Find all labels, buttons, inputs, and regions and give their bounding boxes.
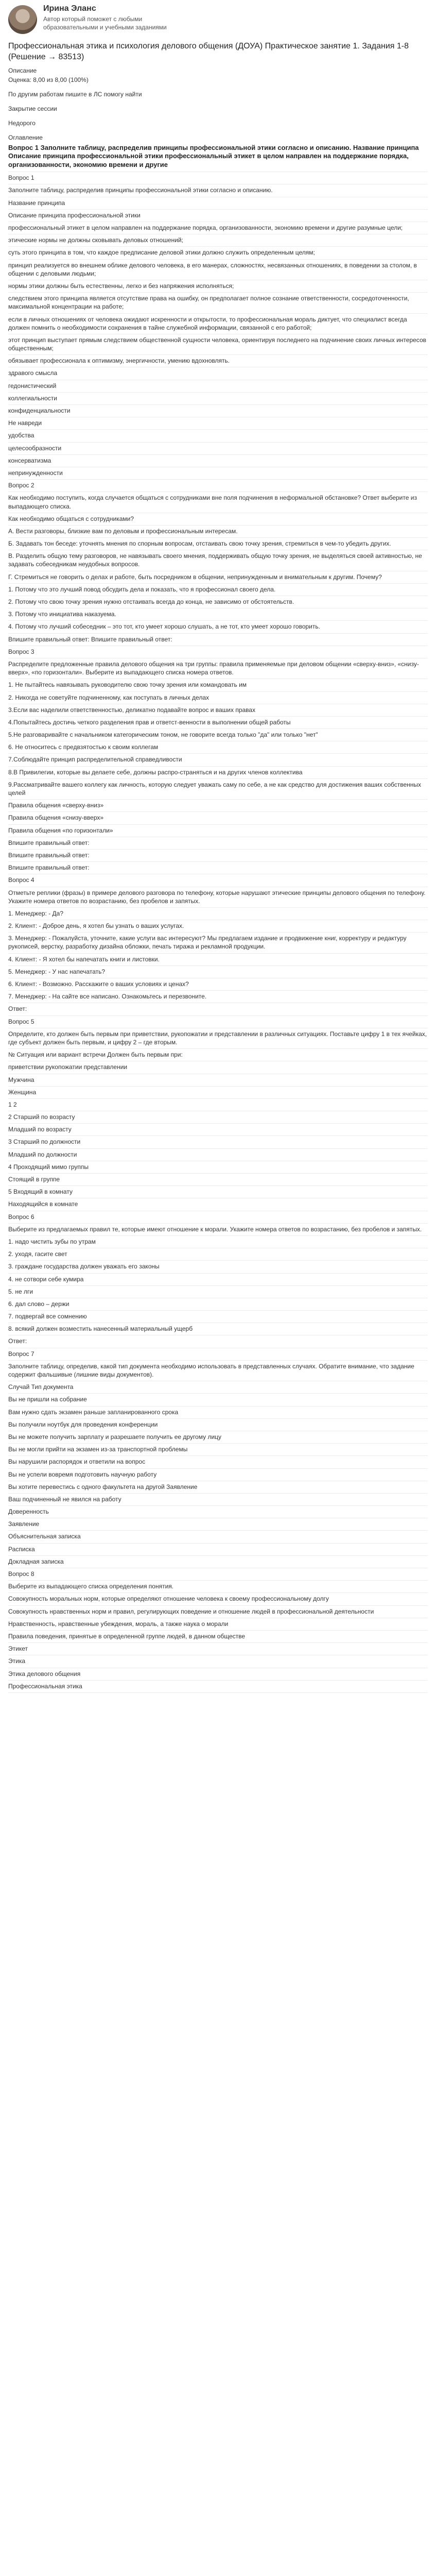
content-line: Расписка: [8, 1544, 428, 1556]
content-line: 2 Старший по возрасту: [8, 1111, 428, 1124]
content-line: удобства: [8, 430, 428, 442]
content-line: Ответ:: [8, 1003, 428, 1015]
content-line: Вопрос 6: [8, 1211, 428, 1224]
content-line: 1 2: [8, 1099, 428, 1111]
content-line: принцип реализуется во внешнем облике делового человека, в его манерах, сложностях, несвязанных отношениях, в поведении за столом, в общении с деловыми людьми;: [8, 260, 428, 280]
content-line: Совокупность моральных норм, которые определяют отношение человека к своему профессиональному долгу: [8, 1593, 428, 1605]
content-line: Вы хотите перевестись с одного факультета на другой Заявление: [8, 1481, 428, 1494]
meta-cheap: Недорого: [8, 119, 36, 127]
content-line: 4. Потому что лучший собеседник – это тот, кто умеет хорошо слушать, а не тот, кто умеет хорошо говорить.: [8, 621, 428, 633]
content-line: Вопрос 3: [8, 646, 428, 658]
content-line: Выберите из предлагаемых правил те, которые имеют отношение к морали. Укажите номера ответов по возрастанию, без пробелов и запятых.: [8, 1224, 428, 1236]
content-line: целесообразности: [8, 443, 428, 455]
content-line: непринужденности: [8, 467, 428, 480]
content-line: Ваш подчиненный не явился на работу: [8, 1494, 428, 1506]
content-line: Вы получили ноутбук для проведения конференции: [8, 1419, 428, 1431]
content-line: Выберите из выпадающего списка определения понятия.: [8, 1581, 428, 1593]
content-line: 5. не лги: [8, 1286, 428, 1298]
work-meta: [8, 66, 428, 142]
content-line: Вы не пришли на собрание: [8, 1394, 428, 1406]
content-line: Этика делового общения: [8, 1668, 428, 1681]
content-line: 4.Попытайтесь достичь четкого разделения прав и ответст-венности в выполнении общей работы: [8, 717, 428, 729]
task-content: [8, 142, 428, 1693]
content-line: нормы этики должны быть естественны, легко и без напряжения исполняться;: [8, 280, 428, 293]
content-line: А. Вести разговоры, близкие вам по деловым и профессиональным интересам.: [8, 526, 428, 538]
content-line: суть этого принципа в том, что каждое предписание деловой этики должно служить определенным целям;: [8, 247, 428, 259]
author-name-link[interactable]: Ирина Эланс: [43, 4, 96, 13]
content-line: Вопрос 5: [8, 1016, 428, 1028]
content-line: 1. Не пытайтесь навязывать руководителю свою точку зрения или командовать им: [8, 679, 428, 691]
content-line: 2. Никогда не советуйте подчиненному, как поступать в личных делах: [8, 692, 428, 704]
content-line: Совокупность нравственных норм и правил, регулирующих поведение и отношение людей в профессиональной деятельности: [8, 1606, 428, 1618]
content-line: 8. всякий должен возместить нанесенный материальный ущерб: [8, 1323, 428, 1335]
content-line: Стоящий в группе: [8, 1174, 428, 1186]
content-line: профессиональный этикет в целом направлен на поддержание порядка, организованности, экономию времени и другие разумные цели;: [8, 222, 428, 234]
author-description: Автор который поможет с любыми образовательными и учебными заданиями: [43, 15, 167, 31]
content-line: 7.Соблюдайте принцип распределительной справедливости: [8, 754, 428, 766]
content-line: № Ситуация или вариант встречи Должен быть первым при:: [8, 1049, 428, 1061]
content-line: 7. подвергай все сомнению: [8, 1311, 428, 1323]
content-line: Вам нужно сдать экзамен раньше запланированного срока: [8, 1406, 428, 1419]
content-line: Как необходимо поступить, когда случается общаться с сотрудниками вне поля подчинения в неформальной обстановке? Ответ выберите из выпадающего списка.: [8, 492, 428, 513]
content-line: Младший по возрасту: [8, 1124, 428, 1136]
content-line: 1. Менеджер: - Да?: [8, 908, 428, 920]
content-line: Женщина: [8, 1087, 428, 1099]
content-line: Б. Задавать тон беседе: уточнять мнения по спорным вопросам, отстаивать свою точку зрения, стремиться в чем-то убедить других.: [8, 538, 428, 550]
content-line: 6. Не относитесь с предвзятостью к своим коллегам: [8, 741, 428, 754]
content-line: этот принцип выступает прямым следствием общественной сущности человека, ориентируя последнего на подчинение своих личных интересов общественным;: [8, 334, 428, 355]
content-line: 1. Потому что это лучший повод обсудить дела и показать, что я профессионал своего дела.: [8, 584, 428, 596]
content-line: Определите, кто должен быть первым при приветствии, рукопожатии и представлении в различных ситуациях. Поставьте цифру 1 в тех ячейках, где субъект должен быть первым, и цифру 2 – где вторым.: [8, 1028, 428, 1049]
content-line: Правила поведения, принятые в определенной группе людей, в данном обществе: [8, 1631, 428, 1643]
content-line: этические нормы не должны сковывать деловых отношений;: [8, 234, 428, 247]
content-line: Находящийся в комнате: [8, 1198, 428, 1211]
content-line: Вопрос 1: [8, 172, 428, 184]
meta-rating: Оценка: 8,00 из 8,00 (100%): [8, 76, 89, 83]
content-line: 5.Не разговаривайте с начальником категорическим тоном, не говорите всегда только "да" или только "нет": [8, 729, 428, 741]
content-line: Впишите правильный ответ: Впишите правильный ответ:: [8, 634, 428, 646]
content-line: 5 Входящий в комнату: [8, 1186, 428, 1198]
content-line: Вы нарушили распорядок и ответили на вопрос: [8, 1456, 428, 1468]
content-line: Правила общения «снизу-вверх»: [8, 812, 428, 824]
content-line: 7. Менеджер: - На сайте все написано. Ознакомьтесь и перезвоните.: [8, 991, 428, 1003]
content-line: Доверенность: [8, 1506, 428, 1518]
content-line: 3. Менеджер: - Пожалуйста, уточните, какие услуги вас интересуют? Мы предлагаем издание и продвижение книг, корректуру и редактуру рукописей, верстку, разработку дизайна обложки, печать тиража и рекламной продукции.: [8, 933, 428, 953]
content-line: Объяснительная записка: [8, 1531, 428, 1543]
content-line: Вы не успели вовремя подготовить научную работу: [8, 1469, 428, 1481]
content-line: Вы не могли прийти на экзамен из-за транспортной проблемы: [8, 1444, 428, 1456]
content-line: 6. дал слово – держи: [8, 1298, 428, 1311]
content-line: Впишите правильный ответ:: [8, 862, 428, 874]
content-line: Вопрос 8: [8, 1568, 428, 1581]
content-line: 5. Менеджер: - У нас напечатать?: [8, 966, 428, 978]
content-line: 4. Клиент: - Я хотел бы напечатать книги и листовки.: [8, 954, 428, 966]
content-line: 2. Клиент: - Доброе день, я хотел бы узнать о ваших услугах.: [8, 920, 428, 933]
meta-description-label: Описание: [8, 66, 37, 74]
content-line: Заполните таблицу, определив, какой тип документа необходимо использовать в представленных случаях. Обратите внимание, что задание содержит фальшивые (лишние виды документов).: [8, 1361, 428, 1381]
content-line: Впишите правильный ответ:: [8, 850, 428, 862]
content-line: 4 Проходящий мимо группы: [8, 1161, 428, 1174]
content-line: 8.В Привилегии, которые вы делаете себе, должны распро-страняться и на других членов коллектива: [8, 767, 428, 779]
content-line: В. Разделить общую тему разговоров, не навязывать своего мнения, поддерживать общую точку зрения, не выделяться своей активностью, не задавать собеседникам неудобных вопросов.: [8, 550, 428, 571]
content-line: Этикет: [8, 1643, 428, 1655]
content-line: следствием этого принципа является отсутствие права на ошибку, он предполагает полное сознание ответственности, сосредоточенности, максимальной концентрации на работе;: [8, 293, 428, 313]
content-line: Не навреди: [8, 417, 428, 430]
content-line: 3.Если вас наделили ответственностью, деликатно подавайте вопрос и ваших правах: [8, 704, 428, 717]
content-line: 6. Клиент: - Возможно. Расскажите о ваших условиях и ценах?: [8, 978, 428, 991]
content-line: Вопрос 7: [8, 1348, 428, 1361]
content-line: 9.Рассматривайте вашего коллегу как личность, которую следует уважать саму по себе, а не как средство для достижения ваших собственных целей: [8, 779, 428, 800]
content-line: Описание принципа профессиональной этики: [8, 210, 428, 222]
content-line: 1. надо чистить зубы по утрам: [8, 1236, 428, 1248]
meta-session-close: Закрытие сессии: [8, 105, 57, 112]
content-line: приветствии рукопожатии представлении: [8, 1061, 428, 1074]
content-line: Вы не можете получить зарплату и разрешаете получить ее другому лицу: [8, 1431, 428, 1444]
content-line: Г. Стремиться не говорить о делах и работе, быть посредником в общении, непринужденным и внимательным к другим. Почему?: [8, 571, 428, 584]
content-line: Случай Тип документа: [8, 1381, 428, 1394]
content-line: Профессиональная этика: [8, 1681, 428, 1693]
author-avatar[interactable]: [8, 5, 37, 34]
content-line: Заполните таблицу, распределив принципы профессиональной этики согласно и описанию.: [8, 184, 428, 197]
page-title: Профессиональная этика и психология делового общения (ДОУА) Практическое занятие 1. Задания 1-8 (Решение → 83513): [8, 42, 409, 61]
author-info: [43, 4, 187, 31]
content-line: здравого смысла: [8, 367, 428, 380]
content-line: Мужчина: [8, 1074, 428, 1087]
content-line: Название принципа: [8, 197, 428, 210]
content-line: Заявление: [8, 1518, 428, 1531]
content-line: конфиденциальности: [8, 405, 428, 417]
content-line: Ответ:: [8, 1335, 428, 1348]
content-line: Впишите правильный ответ:: [8, 837, 428, 850]
content-line: гедонистический: [8, 380, 428, 393]
content-line: 3. граждане государства должен уважать его законы: [8, 1261, 428, 1273]
content-line: консерватизма: [8, 455, 428, 467]
content-line: обязывает профессионала к оптимизму, энергичности, умению вдохновлять.: [8, 355, 428, 367]
meta-contact-note: По другим работам пишите в ЛС помогу найти: [8, 90, 142, 98]
content-line: 2. уходя, гасите свет: [8, 1248, 428, 1261]
author-block: [8, 4, 428, 34]
content-line: коллегиальности: [8, 393, 428, 405]
content-line: 2. Потому что свою точку зрения нужно отстаивать всегда до конца, не зависимо от обстоятельств.: [8, 596, 428, 608]
content-line: Нравственность, нравственные убеждения, мораль, а также наука о морали: [8, 1618, 428, 1631]
question-heading: Вопрос 1 Заполните таблицу, распределив принципы профессиональной этики согласно и описанию. Название принципа Описание принципа профессиональной этики профессиональный этикет в целом направлен на поддержание порядка, организованности, экономию времени и другие: [8, 142, 428, 173]
meta-toc-label: Оглавление: [8, 133, 43, 141]
content-line: 4. не сотвори себе кумира: [8, 1274, 428, 1286]
content-line: 3. Потому что инициатива наказуема.: [8, 608, 428, 621]
content-line: Вопрос 4: [8, 874, 428, 887]
content-line: Этика: [8, 1655, 428, 1668]
content-line: Младший по должности: [8, 1149, 428, 1161]
content-line: Как необходимо общаться с сотрудниками?: [8, 513, 428, 526]
content-line: Вопрос 2: [8, 480, 428, 492]
content-line: Докладная записка: [8, 1556, 428, 1568]
content-line: Правила общения «по горизонтали»: [8, 825, 428, 837]
content-line: если в личных отношениях от человека ожидают искренности и открытости, то профессиональная мораль диктует, что специалист всегда должен помнить о необходимости сохранения в тайне служебной информации, связанной с его работой;: [8, 314, 428, 334]
content-line: 3 Старший по должности: [8, 1136, 428, 1148]
content-line: Распределите предложенные правила делового общения на три группы: правила применяемые при деловом общении «сверху-вниз», «снизу-вверх», «по горизонтали». Выберите из выпадающего списка номера ответов.: [8, 658, 428, 679]
content-line: Отметьте реплики (фразы) в примере делового разговора по телефону, которые нарушают этические принципы делового общения по телефону. Укажите номера ответов по возрастанию, без пробелов и запятых.: [8, 887, 428, 908]
content-line: Правила общения «сверху-вниз»: [8, 800, 428, 812]
